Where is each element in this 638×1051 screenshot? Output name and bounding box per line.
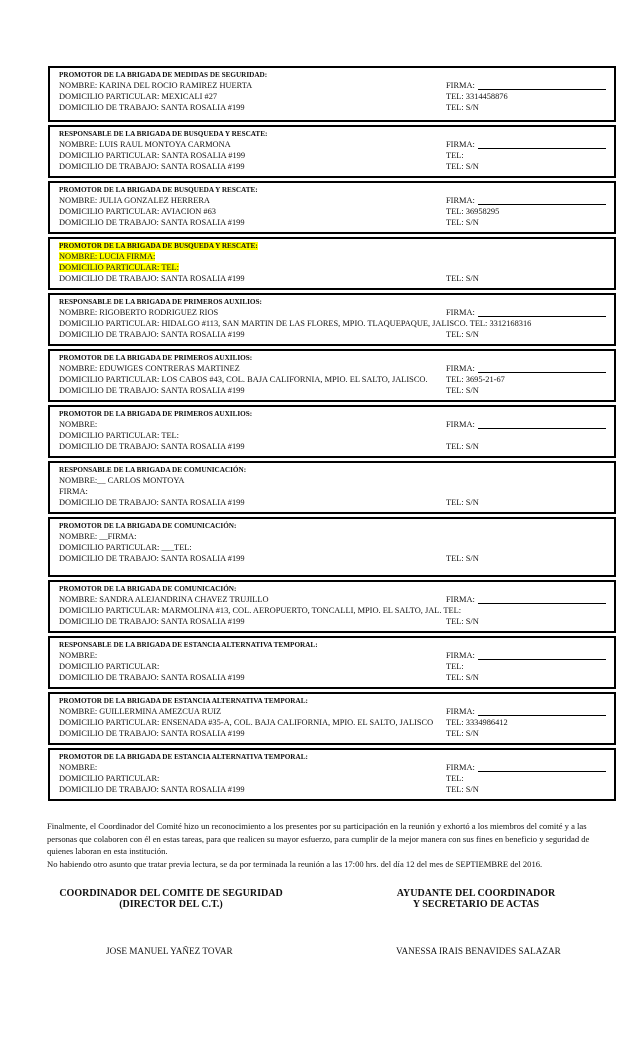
brigade-contact: TEL: S/N	[446, 673, 479, 682]
brigade-contact: FIRMA:	[446, 140, 475, 149]
brigade-field: DOMICILIO PARTICULAR:	[59, 662, 160, 671]
brigade-field: NOMBRE: LUCIA FIRMA:	[59, 252, 156, 261]
assistant-name: VANESSA IRAIS BENAVIDES SALAZAR	[396, 946, 561, 956]
brigade-contact: TEL: 3695-21-67	[446, 375, 505, 384]
brigade-field: NOMBRE: SANDRA ALEJANDRINA CHAVEZ TRUJILLO	[59, 595, 269, 604]
signature-line	[478, 595, 606, 604]
brigade-contact: FIRMA:	[446, 364, 475, 373]
brigade-field: DOMICILIO PARTICULAR: HIDALGO #113, SAN MARTIN DE LAS FLORES, MPIO. TLAQUEPAQUE, JALISCO. TEL: 3312168316	[59, 319, 532, 328]
brigade-contact: TEL: S/N	[446, 386, 479, 395]
signature-line	[478, 364, 606, 373]
brigade-contact: TEL: S/N	[446, 103, 479, 112]
brigade-contact: TEL: S/N	[446, 729, 479, 738]
brigade-field: DOMICILIO PARTICULAR: TEL:	[59, 431, 180, 440]
signature-line	[478, 707, 606, 716]
brigade-block	[48, 580, 616, 633]
brigade-block	[48, 66, 616, 122]
brigade-contact: TEL: S/N	[446, 274, 479, 283]
brigade-contact: TEL: 3334986412	[446, 718, 508, 727]
brigade-field: NOMBRE:	[59, 651, 98, 660]
brigade-title: RESPONSABLE DE LA BRIGADA DE ESTANCIA ALTERNATIVA TEMPORAL:	[59, 641, 318, 649]
brigade-field: NOMBRE: RIGOBERTO RODRIGUEZ RIOS	[59, 308, 219, 317]
brigade-field: DOMICILIO PARTICULAR: ENSENADA #35-A, COL. BAJA CALIFORNIA, MPIO. EL SALTO, JALISCO	[59, 718, 434, 727]
brigade-contact: TEL: S/N	[446, 218, 479, 227]
brigade-title: PROMOTOR DE LA BRIGADA DE BUSQUEDA Y RESCATE:	[59, 242, 258, 250]
brigade-title: PROMOTOR DE LA BRIGADA DE COMUNICACIÓN:	[59, 585, 237, 593]
signature-line	[478, 140, 606, 149]
brigade-field: DOMICILIO DE TRABAJO: SANTA ROSALIA #199	[59, 442, 245, 451]
brigade-title: RESPONSABLE DE LA BRIGADA DE PRIMEROS AUXILIOS:	[59, 298, 262, 306]
brigade-field: DOMICILIO DE TRABAJO: SANTA ROSALIA #199	[59, 554, 245, 563]
brigade-field: DOMICILIO DE TRABAJO: SANTA ROSALIA #199	[59, 330, 245, 339]
brigade-field: DOMICILIO PARTICULAR: SANTA ROSALIA #199	[59, 151, 246, 160]
brigade-contact: FIRMA:	[446, 308, 475, 317]
brigade-field: DOMICILIO DE TRABAJO: SANTA ROSALIA #199	[59, 729, 245, 738]
closing-text	[47, 820, 607, 871]
brigade-field: DOMICILIO DE TRABAJO: SANTA ROSALIA #199	[59, 218, 245, 227]
brigade-contact: TEL: S/N	[446, 498, 479, 507]
brigade-title: PROMOTOR DE LA BRIGADA DE ESTANCIA ALTERNATIVA TEMPORAL:	[59, 753, 308, 761]
brigade-title: PROMOTOR DE LA BRIGADA DE PRIMEROS AUXILIOS:	[59, 410, 253, 418]
brigade-field: DOMICILIO PARTICULAR: TEL:	[59, 263, 180, 272]
assistant-title: AYUDANTE DEL COORDINADOR Y SECRETARIO DE ACTAS	[396, 888, 556, 910]
brigade-field: DOMICILIO DE TRABAJO: SANTA ROSALIA #199	[59, 386, 245, 395]
brigade-field: NOMBRE: EDUWIGES CONTRERAS MARTINEZ	[59, 364, 240, 373]
brigade-block	[48, 748, 616, 801]
brigade-block	[48, 405, 616, 458]
brigade-field: NOMBRE:__ CARLOS MONTOYA	[59, 476, 185, 485]
brigade-contact: FIRMA:	[446, 196, 475, 205]
brigade-field: NOMBRE: GUILLERMINA AMEZCUA RUIZ	[59, 707, 222, 716]
brigade-title: PROMOTOR DE LA BRIGADA DE PRIMEROS AUXILIOS:	[59, 354, 253, 362]
brigade-contact: FIRMA:	[446, 707, 475, 716]
brigade-title: PROMOTOR DE LA BRIGADA DE ESTANCIA ALTERNATIVA TEMPORAL:	[59, 697, 308, 705]
brigade-contact: TEL: 3314458876	[446, 92, 508, 101]
brigade-contact: TEL: 36958295	[446, 207, 500, 216]
brigade-field: DOMICILIO PARTICULAR:	[59, 774, 160, 783]
brigade-field: FIRMA:	[59, 487, 88, 496]
brigade-contact: FIRMA:	[446, 81, 475, 90]
brigade-contact: TEL: S/N	[446, 162, 479, 171]
brigade-field: DOMICILIO PARTICULAR: AVIACION #63	[59, 207, 216, 216]
brigade-field: DOMICILIO DE TRABAJO: SANTA ROSALIA #199	[59, 498, 245, 507]
brigade-title: PROMOTOR DE LA BRIGADA DE MEDIDAS DE SEGURIDAD:	[59, 71, 268, 79]
brigade-contact: TEL:	[446, 151, 464, 160]
brigade-field: DOMICILIO DE TRABAJO: SANTA ROSALIA #199	[59, 274, 245, 283]
closing-paragraph: Finalmente, el Coordinador del Comité hizo un reconocimiento a los presentes por su participación en la reunión y exhortó a los miembros del comité y a las personas que colaboren con él en estas tareas, para que realicen su mayor esfuerzo, para cumplir de la mejor manera con sus fines en beneficio y seguridad de quienes laboran en esta institución.	[47, 821, 590, 857]
brigade-block	[48, 237, 616, 290]
brigade-title: RESPONSABLE DE LA BRIGADA DE COMUNICACIÓN:	[59, 466, 247, 474]
brigade-list	[48, 66, 616, 804]
brigade-block	[48, 293, 616, 346]
brigade-field: DOMICILIO PARTICULAR: ___TEL:	[59, 543, 192, 552]
brigade-field: NOMBRE: LUIS RAUL MONTOYA CARMONA	[59, 140, 231, 149]
brigade-field: DOMICILIO DE TRABAJO: SANTA ROSALIA #199	[59, 617, 245, 626]
signature-line	[478, 308, 606, 317]
brigade-field: NOMBRE:	[59, 763, 98, 772]
brigade-field: DOMICILIO DE TRABAJO: SANTA ROSALIA #199	[59, 162, 245, 171]
brigade-field: NOMBRE: JULIA GONZALEZ HERRERA	[59, 196, 210, 205]
brigade-contact: TEL:	[446, 662, 464, 671]
brigade-contact: TEL: S/N	[446, 330, 479, 339]
signature-line	[478, 81, 606, 90]
brigade-field: DOMICILIO DE TRABAJO: SANTA ROSALIA #199	[59, 103, 245, 112]
brigade-field: NOMBRE: __FIRMA:	[59, 532, 137, 541]
brigade-field: NOMBRE:	[59, 420, 98, 429]
brigade-contact: FIRMA:	[446, 651, 475, 660]
brigade-field: DOMICILIO DE TRABAJO: SANTA ROSALIA #199	[59, 673, 245, 682]
signature-line	[478, 196, 606, 205]
brigade-block	[48, 517, 616, 577]
brigade-title: RESPONSABLE DE LA BRIGADA DE BUSQUEDA Y RESCATE:	[59, 130, 268, 138]
brigade-contact: TEL: S/N	[446, 554, 479, 563]
brigade-block	[48, 181, 616, 234]
brigade-title: PROMOTOR DE LA BRIGADA DE COMUNICACIÓN:	[59, 522, 237, 530]
brigade-field: DOMICILIO PARTICULAR: MARMOLINA #13, COL. AEROPUERTO, TONCALLI, MPIO. EL SALTO, JAL. TEL:	[59, 606, 462, 615]
brigade-block	[48, 636, 616, 689]
brigade-contact: TEL: S/N	[446, 442, 479, 451]
brigade-contact: TEL:	[446, 774, 464, 783]
brigade-contact: FIRMA:	[446, 420, 475, 429]
brigade-field: NOMBRE: KARINA DEL ROCIO RAMIREZ HUERTA	[59, 81, 253, 90]
brigade-contact: FIRMA:	[446, 595, 475, 604]
brigade-block	[48, 349, 616, 402]
brigade-block	[48, 461, 616, 514]
brigade-contact: TEL: S/N	[446, 785, 479, 794]
brigade-field: DOMICILIO PARTICULAR: LOS CABOS #43, COL. BAJA CALIFORNIA, MPIO. EL SALTO, JALISCO.	[59, 375, 428, 384]
signature-line	[478, 420, 606, 429]
signature-line	[478, 651, 606, 660]
signature-line	[478, 763, 606, 772]
brigade-field: DOMICILIO PARTICULAR: MEXICALI #27	[59, 92, 218, 101]
coordinator-name: JOSE MANUEL YAÑEZ TOVAR	[106, 946, 233, 956]
brigade-title: PROMOTOR DE LA BRIGADA DE BUSQUEDA Y RESCATE:	[59, 186, 258, 194]
brigade-contact: TEL: S/N	[446, 617, 479, 626]
coordinator-title: COORDINADOR DEL COMITE DE SEGURIDAD (DIRECTOR DEL C.T.)	[59, 888, 283, 910]
closing-statement: No habiendo otro asunto que tratar previa lectura, se da por terminada la reunión a las 17:00 hrs. del día 12 del mes de SEPTIEMBRE del 2016.	[47, 859, 543, 870]
brigade-contact: FIRMA:	[446, 763, 475, 772]
brigade-field: DOMICILIO DE TRABAJO: SANTA ROSALIA #199	[59, 785, 245, 794]
brigade-block	[48, 125, 616, 178]
brigade-block	[48, 692, 616, 745]
